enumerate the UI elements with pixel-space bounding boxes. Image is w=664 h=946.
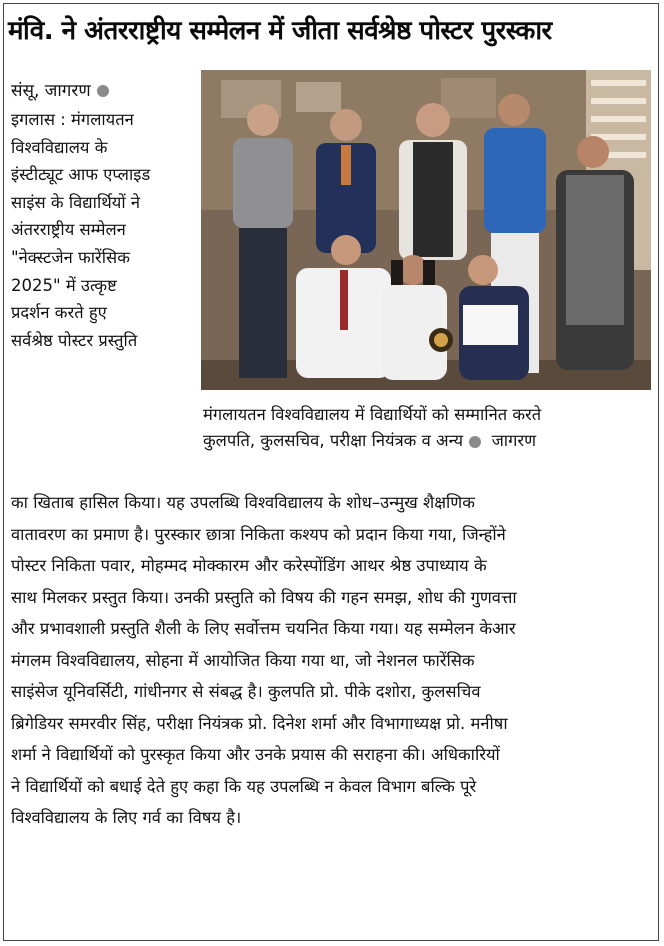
body-line: पोस्टर निकिता पवार, मोहम्मद मोक्कारम और करेस्पोंडिंग आथर श्रेष्ठ उपाध्याय के: [11, 556, 487, 575]
body-line: मंगलम विश्वविद्यालय, सोहना में आयोजित किया गया था, जो नेशनल फारेंसिक: [11, 650, 475, 670]
body-line: साथ मिलकर प्रस्तुत किया। उनकी प्रस्तुति को विषय की गहन समझ, शोध की गुणवत्ता: [11, 587, 517, 607]
photo-caption: [203, 402, 651, 454]
text-line: सर्वश्रेष्ठ पोस्टर प्रस्तुति: [11, 330, 138, 350]
photo-credit: जागरण: [491, 431, 537, 450]
news-photo: [201, 70, 651, 390]
text-line: इंस्टीट्यूट आफ एप्लाइड: [11, 165, 151, 185]
caption-text: कुलपति, कुलसचिव, परीक्षा नियंत्रक व अन्य: [203, 431, 464, 450]
body-line: ब्रिगेडियर समरवीर सिंह, परीक्षा नियंत्रक प्रो. दिनेश शर्मा और विभागाध्यक्ष प्रो. मनीषा: [11, 713, 508, 733]
byline: [11, 80, 109, 102]
byline-text: संसू, जागरण: [11, 81, 91, 101]
text-line: साइंस के विद्यार्थियों ने: [11, 192, 141, 212]
text-line: 2025" में उत्कृष्ट: [11, 275, 117, 295]
body-line: ने विद्यार्थियों को बधाई देते हुए कहा कि यह उपलब्धि न केवल विभाग बल्कि पूरे: [11, 776, 477, 796]
body-line: विश्वविद्यालय के लिए गर्व का विषय है।: [11, 808, 242, 827]
body-line: शर्मा ने विद्यार्थियों को पुरस्कृत किया और उनके प्रयास की सराहना की। अधिकारियों: [11, 745, 500, 764]
body-line: का खिताब हासिल किया। यह उपलब्धि विश्वविद्यालय के शोध–उन्मुख शैक्षणिक: [11, 493, 475, 512]
body-line: वातावरण का प्रमाण है। पुरस्कार छात्रा निकिता कश्यप को प्रदान किया गया, जिन्होंने: [11, 524, 506, 544]
bullet-dot-icon: [469, 436, 481, 448]
text-line: अंतरराष्ट्रीय सम्मेलन: [11, 220, 126, 240]
body-line: और प्रभावशाली प्रस्तुति शैली के लिए सर्वोत्तम चयनित किया गया। यह सम्मेलन केआर: [11, 619, 516, 638]
article-headline: मंवि. ने अंतरराष्ट्रीय सम्मेलन में जीता सर्वश्रेष्ठ पोस्टर पुरस्कार: [8, 16, 552, 46]
caption-line: मंगलायतन विश्वविद्यालय में विद्यार्थियों को सम्मानित करते: [203, 405, 542, 424]
text-line: प्रदर्शन करते हुए: [11, 303, 107, 323]
article-body: [11, 487, 651, 834]
text-line: इगलास : मंगलायतन: [11, 110, 134, 129]
photo-illustration: [201, 70, 651, 390]
caption-line: [203, 428, 651, 454]
text-line: विश्वविद्यालय के: [11, 137, 108, 157]
bullet-dot-icon: [97, 85, 109, 97]
text-line: "नेक्स्टजेन फारेंसिक: [11, 247, 130, 267]
body-line: साइंसेज यूनिवर्सिटी, गांधीनगर से संबद्ध है। कुलपति प्रो. पीके दशोरा, कुलसचिव: [11, 682, 481, 701]
left-column-text: [11, 106, 197, 354]
